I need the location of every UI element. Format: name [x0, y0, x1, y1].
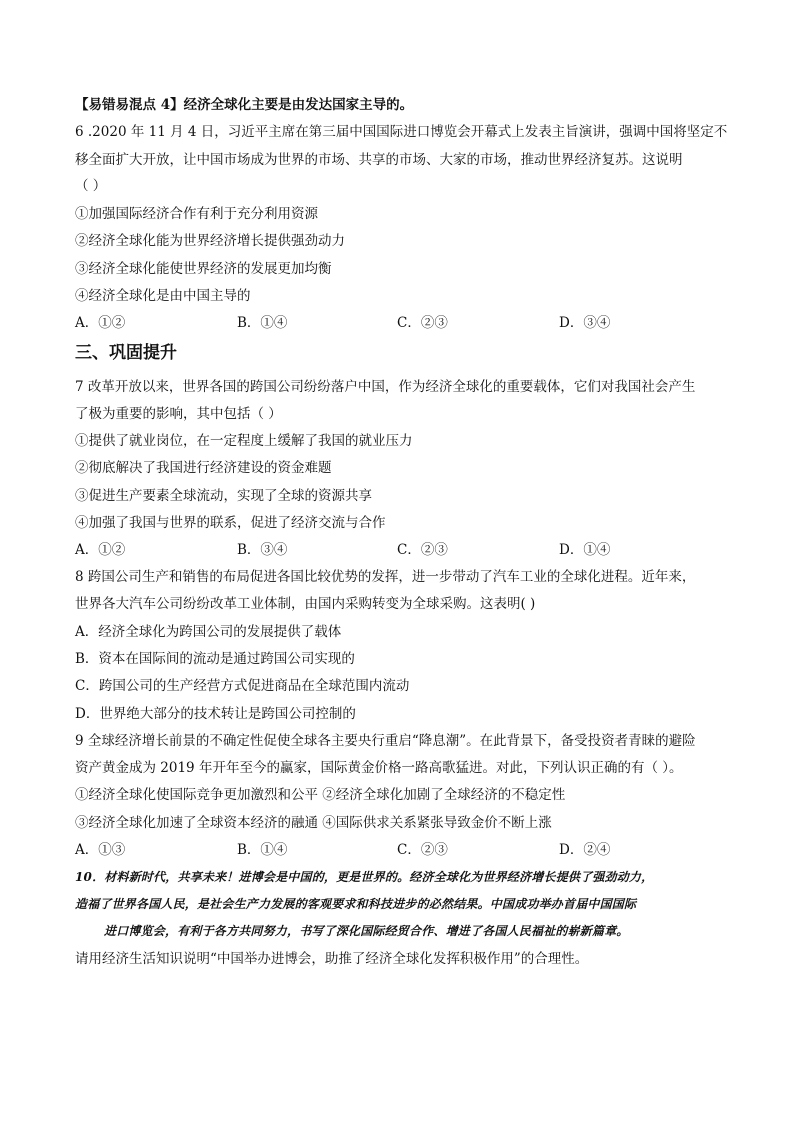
q8-option-b[interactable]: B．资本在国际间的流动是通过跨国公司实现的: [75, 651, 355, 667]
q6-option-a[interactable]: A．①②: [75, 315, 126, 331]
q9-stem-line-2: 资产黄金成为 2019 年开年至今的赢家，国际黄金价格一路高歌猛进。对此，下列认识正确的有（ ）。: [75, 760, 683, 776]
q7-stem-line-2: 了极为重要的影响，其中包括（ ）: [75, 406, 282, 422]
q7-item-4: ④加强了我国与世界的联系，促进了经济交流与合作: [75, 515, 386, 531]
q7-option-d[interactable]: D．①④: [559, 542, 611, 558]
q9-items-line-1: ①经济全球化使国际竞争更加激烈和公平 ②经济全球化加剧了全球经济的不稳定性: [75, 787, 566, 803]
q7-option-a[interactable]: A．①②: [75, 542, 126, 558]
q10-material-line-1: 10．材料新时代，共享未来！进博会是中国的，更是世界的。经济全球化为世界经济增长提供了强劲动力，: [75, 870, 654, 884]
q8-option-c[interactable]: C．跨国公司的生产经营方式促进商品在全球范围内流动: [75, 678, 410, 694]
q9-option-d[interactable]: D．②④: [559, 842, 611, 858]
section-title: 三、巩固提升: [75, 343, 177, 363]
q9-items-line-2: ③经济全球化加速了全球资本经济的融通 ④国际供求关系紧张导致金价不断上涨: [75, 815, 552, 831]
q6-item-4: ④经济全球化是由中国主导的: [75, 288, 251, 304]
q6-option-d[interactable]: D．③④: [559, 315, 611, 331]
q10-material-line-3: 进口博览会，有利于各方共同努力，书写了深化国际经贸合作、增进了各国人民福祉的崭新篇章。: [104, 924, 629, 938]
q7-item-1: ①提供了就业岗位，在一定程度上缓解了我国的就业压力: [75, 433, 413, 449]
q9-option-a[interactable]: A．①③: [75, 842, 126, 858]
q6-option-c[interactable]: C．②③: [397, 315, 448, 331]
q7-option-b[interactable]: B．③④: [237, 542, 288, 558]
q7-item-2: ②彻底解决了我国进行经济建设的资金难题: [75, 460, 332, 476]
q8-stem-line-1: 8 跨国公司生产和销售的布局促进各国比较优势的发挥，进一步带动了汽车工业的全球化进程。近年来，: [75, 569, 696, 585]
q9-option-c[interactable]: C．②③: [397, 842, 448, 858]
q6-option-b[interactable]: B．①④: [237, 315, 288, 331]
q9-stem-line-1: 9 全球经济增长前景的不确定性促使全球各主要央行重启“降息潮”。在此背景下，备受投资者青睐的避险: [75, 733, 696, 749]
q6-stem-line-2: 移全面扩大开放，让中国市场成为世界的市场、共享的市场、大家的市场，推动世界经济复苏。这说明: [75, 152, 683, 168]
q6-item-3: ③经济全球化能使世界经济的发展更加均衡: [75, 261, 332, 277]
q10-material-line-2: 造福了世界各国人民，是社会生产力发展的客观要求和科技进步的必然结果。中国成功举办首届中国国际: [75, 897, 637, 911]
q7-item-3: ③促进生产要素全球流动，实现了全球的资源共享: [75, 488, 372, 504]
q8-option-d[interactable]: D．世界绝大部分的技术转让是跨国公司控制的: [75, 706, 356, 722]
q10-question: 请用经济生活知识说明“中国举办进博会，助推了经济全球化发挥积极作用”的合理性。: [75, 951, 589, 967]
mix-point-heading: 【易错易混点 4】经济全球化主要是由发达国家主导的。: [75, 97, 414, 113]
q6-item-1: ①加强国际经济合作有利于充分利用资源: [75, 206, 318, 222]
q7-stem-line-1: 7 改革开放以来，世界各国的跨国公司纷纷落户中国，作为经济全球化的重要载体，它们对我国社会产生: [75, 379, 696, 395]
q7-option-c[interactable]: C．②③: [397, 542, 448, 558]
q9-option-b[interactable]: B．①④: [237, 842, 288, 858]
q8-stem-line-2: 世界各大汽车公司纷纷改革工业体制，由国内采购转变为全球采购。这表明( ): [75, 596, 536, 612]
q6-stem-line-3: （ ）: [75, 178, 107, 194]
q6-item-2: ②经济全球化能为世界经济增长提供强劲动力: [75, 233, 345, 249]
q8-option-a[interactable]: A．经济全球化为跨国公司的发展提供了载体: [75, 624, 342, 640]
q6-stem-line-1: 6 .2020 年 11 月 4 日，习近平主席在第三届中国国际进口博览会开幕式上发表主旨演讲，强调中国将坚定不: [75, 124, 728, 140]
